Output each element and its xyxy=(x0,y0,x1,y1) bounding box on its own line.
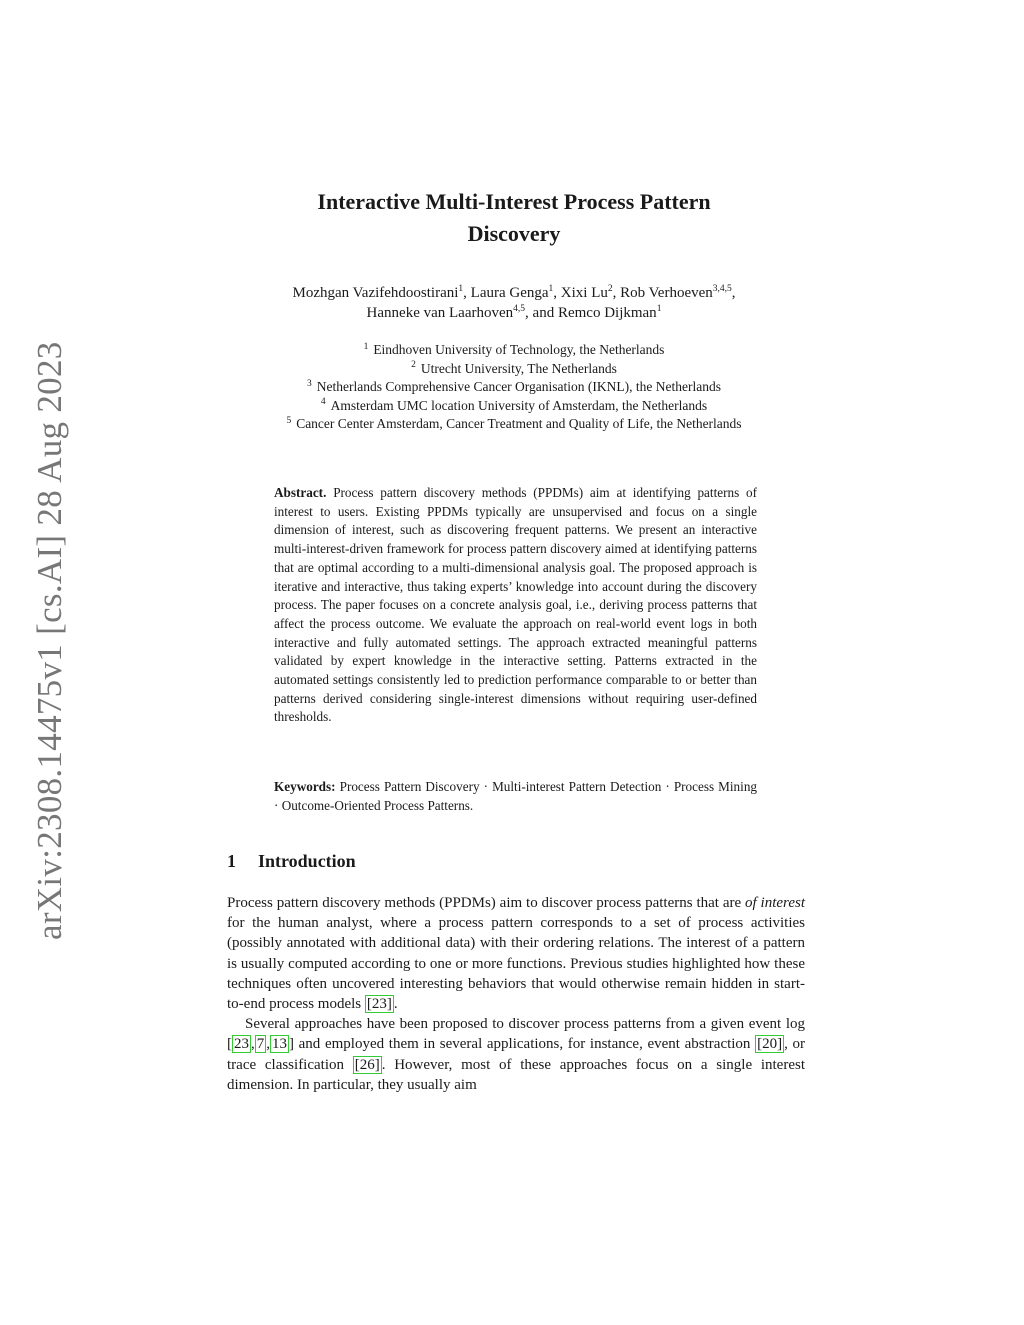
affiliation-list xyxy=(180,341,848,434)
citation-link[interactable]: [20] xyxy=(757,1036,783,1053)
author-name: Hanneke van Laarhoven xyxy=(366,305,514,321)
affiliation-number: 3 xyxy=(307,378,312,389)
affiliation-text: Cancer Center Amsterdam, Cancer Treatment and Quality of Life, the Netherlands xyxy=(296,416,742,431)
citation-link[interactable]: 23 xyxy=(234,1036,249,1053)
author-name: Laura Genga xyxy=(470,285,549,301)
paragraph xyxy=(227,1014,805,1095)
affiliation-item xyxy=(180,378,848,397)
emphasis: of interest xyxy=(745,895,805,911)
citation-link[interactable]: [26] xyxy=(354,1056,380,1073)
abstract-text: Process pattern discovery methods (PPDMs) aim at identifying patterns of interest to users. Existing PPDMs typically are unsupervised and focus on a single dimension of interest, such as discovering frequent patterns. We present an interactive multi-interest-driven framework for process pattern discovery aimed at identifying patterns that are optimal according to a multi-dimensional analysis goal. The proposed approach is iterative and interactive, thus taking experts’ knowledge into account during the discovery process. The paper focuses on a concrete analysis goal, i.e., deriving process patterns that affect the process outcome. We evaluate the approach on real-world event logs in both interactive and fully automated settings. The approach extracted meaningful patterns validated by expert knowledge in the interactive setting. Patterns extracted in the automated settings consistently led to prediction performance comparable to or better than patterns derived considering single-interest dimensions without requiring user-defined thresholds. xyxy=(274,485,758,725)
abstract-label: Abstract. xyxy=(274,485,327,500)
affiliation-text: Netherlands Comprehensive Cancer Organisation (IKNL), the Netherlands xyxy=(316,379,721,394)
text-run: . xyxy=(393,996,398,1013)
author-affiliation-mark: 1 xyxy=(656,304,662,314)
author-name: Remco Dijkman xyxy=(557,305,657,321)
citation-link[interactable]: 7 xyxy=(256,1036,265,1053)
author-affiliation-mark: 2 xyxy=(607,284,613,294)
section-title: Introduction xyxy=(258,851,356,871)
author-list: Mozhgan Vazifehdoostirani$^1$, Laura Genga$^1$, Xixi Lu$^2$, Rob Verhoeven$^{3,4,5}$, Hanneke van Laarhoven$^{4,5}$, and Remco Dijkman$^1$ xyxy=(292,284,736,321)
author-conjunction: and xyxy=(532,305,555,321)
title-line-1: Interactive Multi-Interest Process Pattern xyxy=(317,189,711,214)
affiliation-number: 4 xyxy=(320,397,326,407)
keywords xyxy=(274,778,757,815)
text-run: ] and employed them in several applications, for instance, event abstraction xyxy=(289,1036,756,1053)
arxiv-identifier-text[interactable]: arXiv:2308.14475v1 [cs.AI] 28 Aug 2023 xyxy=(30,341,69,940)
section-heading xyxy=(227,849,727,873)
paper-title xyxy=(220,186,808,250)
author-affiliation-mark: 1 xyxy=(548,284,554,294)
citation-number: 20 xyxy=(762,1036,778,1053)
affiliation-text: Amsterdam UMC location University of Amsterdam, the Netherlands xyxy=(330,397,708,413)
author-affiliation-mark: 1 xyxy=(458,284,464,294)
author-name: Xixi Lu xyxy=(560,285,608,301)
citation-link[interactable]: 13 xyxy=(272,1036,287,1053)
affiliation-text: Eindhoven University of Technology, the Netherlands xyxy=(373,342,665,357)
text-run: . However, most of these approaches focus on a single interest dimension. In particular, they usually aim xyxy=(227,1056,805,1093)
affiliation-item xyxy=(180,341,848,360)
author-affiliation-mark: 3,4,5 xyxy=(712,284,732,294)
abstract xyxy=(274,484,757,727)
text-run: , xyxy=(266,1036,270,1053)
citation-number: 26 xyxy=(359,1056,375,1073)
affiliation-item xyxy=(180,415,848,434)
affiliation-number: 1 xyxy=(363,341,369,352)
introduction-body xyxy=(227,893,805,1095)
affiliation-text: Utrecht University, The Netherlands xyxy=(420,360,617,376)
affiliation-number: 2 xyxy=(411,360,416,370)
text-run: , or trace classification xyxy=(227,1036,805,1073)
text-run: Process pattern discovery methods (PPDMs) aim to discover process patterns that are xyxy=(227,895,746,911)
author-affiliation-mark: 4,5 xyxy=(513,304,526,314)
citation-link[interactable]: [23] xyxy=(366,996,392,1013)
text-run: for the human analyst, where a process pattern corresponds to a set of process activities (possibly annotated with additional data) with their ordering relations. The interest of a pattern is usually computed according to one or more functions. Previous studies highlighted how these techniques often uncovered interesting behaviors that would otherwise remain hidden in start-to-end process models xyxy=(227,915,805,1013)
author-name: Rob Verhoeven xyxy=(620,285,713,301)
section-number: 1 xyxy=(227,851,236,871)
title-line-2: Discovery xyxy=(467,221,561,246)
affiliation-number: 5 xyxy=(286,415,292,426)
author-name: Mozhgan Vazifehdoostirani xyxy=(292,285,459,301)
text-run: Several approaches have been proposed to discover process patterns from a given event log [ xyxy=(227,1016,805,1053)
citation-number: 23 xyxy=(371,996,387,1013)
text-run: , xyxy=(251,1036,255,1053)
paragraph xyxy=(227,893,805,1014)
affiliation-item xyxy=(180,360,848,379)
keywords-text: Process Pattern Discovery · Multi-interest Pattern Detection · Process Mining · Outcome-Oriented Process Patterns. xyxy=(274,779,758,813)
affiliation-item xyxy=(180,397,848,416)
keywords-label: Keywords: xyxy=(274,779,336,794)
